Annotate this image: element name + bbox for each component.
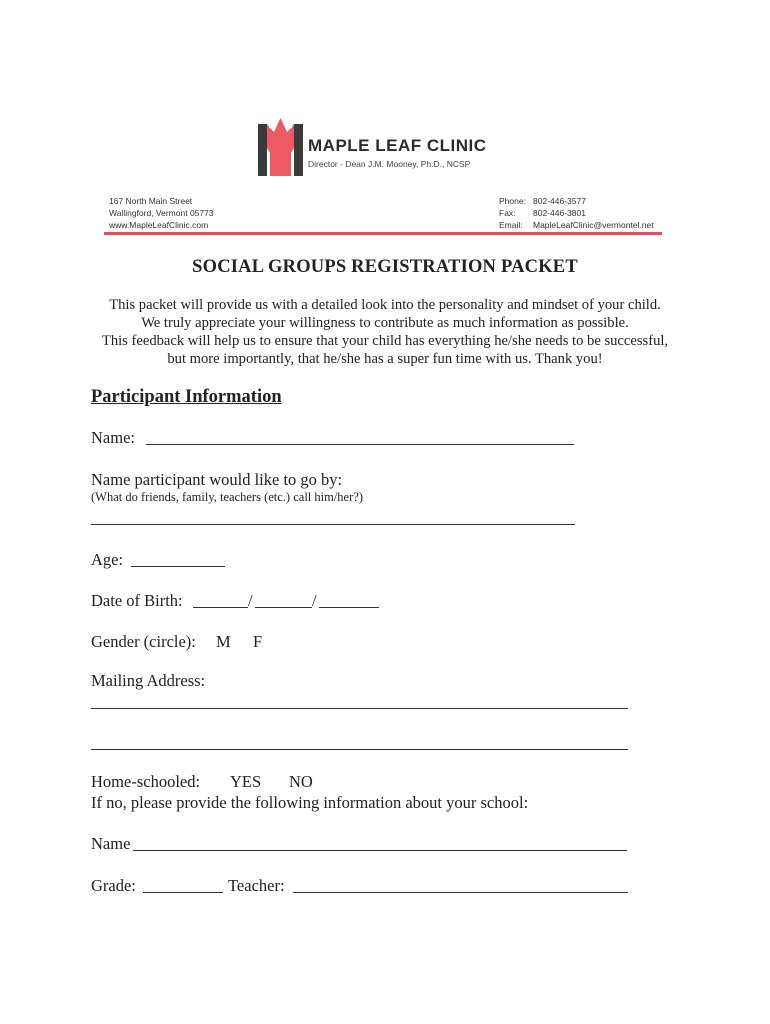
dob-day-blank[interactable]	[255, 607, 312, 608]
header-divider	[104, 232, 662, 235]
contact-fax	[499, 207, 654, 219]
homeschool-yes-option[interactable]: YES	[230, 772, 262, 791]
school-name-label: Name	[91, 834, 131, 853]
intro-line: We truly appreciate your willingness to contribute as much information as possible.	[141, 315, 629, 331]
grade-label: Grade:	[91, 876, 136, 895]
address-street: 167 North Main Street	[109, 196, 193, 206]
homeschool-label: Home-schooled:	[91, 772, 201, 791]
director-line: Director - Dean J.M. Mooney, Ph.D., NCSP	[308, 159, 471, 169]
mailing-address-blank-2[interactable]	[91, 749, 628, 750]
age-label: Age:	[91, 550, 124, 569]
contact-phone-key: Phone:	[499, 196, 526, 206]
nickname-blank[interactable]	[91, 524, 575, 525]
school-info-prompt: If no, please provide the following information about your school:	[91, 793, 529, 812]
maple-leaf-logo-icon	[258, 118, 303, 176]
mailing-address-label: Mailing Address:	[91, 671, 206, 690]
nickname-hint: (What do friends, family, teachers (etc.) call him/her?)	[91, 490, 363, 504]
address-block	[109, 195, 214, 231]
school-name-blank[interactable]	[133, 850, 627, 851]
homeschool-no-option[interactable]: NO	[289, 772, 313, 791]
page-title: SOCIAL GROUPS REGISTRATION PACKET	[192, 257, 578, 277]
address-city: Wallingford, Vermont 05773	[109, 208, 214, 218]
grade-blank[interactable]	[143, 892, 223, 893]
dob-separator: /	[312, 591, 317, 610]
intro-line: This packet will provide us with a detailed look into the personality and mindset of your child.	[109, 297, 661, 313]
contact-email	[499, 219, 654, 231]
gender-option-f[interactable]: F	[253, 632, 263, 651]
contact-phone	[499, 195, 654, 207]
contact-phone-value: 802-446-3577	[533, 196, 586, 206]
section-title: Participant Information	[91, 387, 282, 407]
age-blank[interactable]	[131, 566, 225, 567]
teacher-blank[interactable]	[293, 892, 628, 893]
name-label: Name:	[91, 428, 135, 447]
dob-separator: /	[248, 591, 253, 610]
contact-block	[499, 195, 654, 231]
dob-year-blank[interactable]	[319, 607, 379, 608]
dob-label: Date of Birth:	[91, 591, 183, 610]
clinic-name: MAPLE LEAF CLINIC	[308, 136, 487, 155]
address-website: www.MapleLeafClinic.com	[109, 220, 209, 230]
mailing-address-blank-1[interactable]	[91, 708, 628, 709]
nickname-label: Name participant would like to go by:	[91, 470, 343, 489]
intro-line: This feedback will help us to ensure that your child has everything he/she needs to be successful,	[101, 333, 669, 349]
contact-email-value: MapleLeafClinic@vermontel.net	[533, 220, 654, 230]
gender-option-m[interactable]: M	[216, 632, 231, 651]
dob-month-blank[interactable]	[193, 607, 248, 608]
intro-paragraph	[0, 296, 770, 368]
contact-fax-key: Fax:	[499, 208, 516, 218]
contact-fax-value: 802-446-3801	[533, 208, 586, 218]
intro-line: but more importantly, that he/she has a super fun time with us. Thank you!	[167, 351, 603, 367]
name-blank[interactable]	[146, 444, 574, 445]
contact-email-key: Email:	[499, 220, 523, 230]
teacher-label: Teacher:	[228, 876, 285, 895]
gender-label: Gender (circle):	[91, 632, 196, 651]
